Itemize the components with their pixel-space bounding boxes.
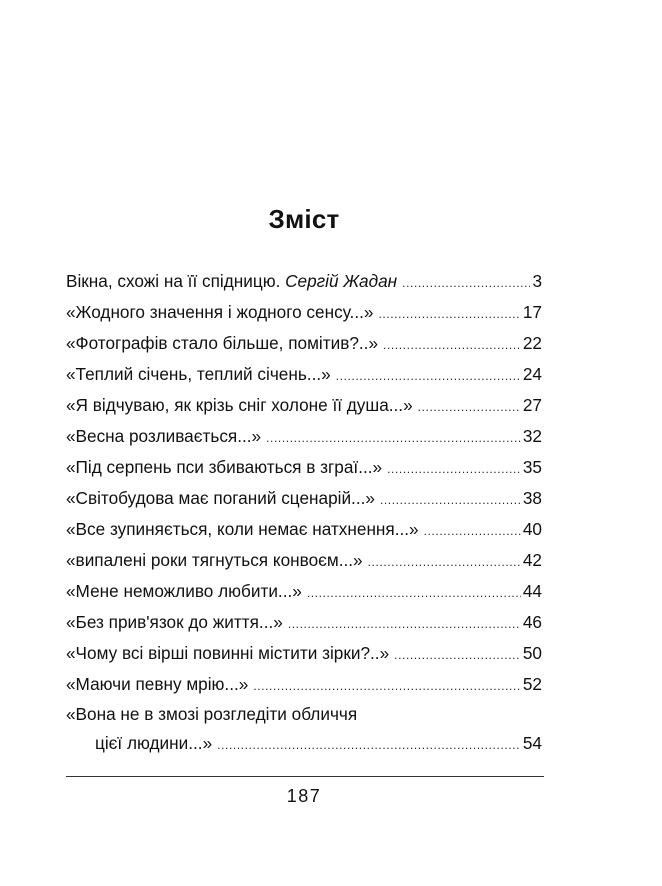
toc-page-number: 54 (522, 733, 542, 753)
toc-entry-title: «Мене неможливо любити...» (66, 581, 302, 601)
toc-entry-title: «Чому всі вірші повинні містити зірки?..» (66, 643, 390, 663)
toc-page-number: 52 (522, 674, 542, 694)
dot-leader (217, 731, 521, 760)
toc-page-number: 32 (522, 426, 542, 446)
toc-entry (66, 328, 542, 359)
dot-leader (383, 330, 521, 361)
toc-entry (66, 545, 542, 576)
toc-entry-title: Вікна, схожі на її спідницю. Сергій Жадан (66, 271, 398, 291)
footer-divider (66, 776, 544, 777)
toc-entry (66, 421, 542, 452)
toc-page-number: 46 (522, 612, 542, 632)
toc-page-number: 44 (522, 581, 542, 601)
dot-leader (253, 671, 521, 702)
toc-page-number: 50 (522, 643, 542, 663)
dot-leader (380, 485, 521, 516)
dot-leader (418, 392, 521, 423)
toc-entry-title: «Фотографів стало більше, помітив?..» (66, 333, 379, 353)
toc-entry (66, 514, 542, 545)
dot-leader (402, 268, 530, 299)
toc-entry-title: «Теплий січень, теплий січень...» (66, 364, 331, 384)
toc-entry (66, 700, 542, 758)
toc-entry (66, 607, 542, 638)
toc-page-number: 24 (522, 364, 542, 384)
dot-leader (394, 640, 521, 671)
toc-entry-title: «Вона не в змозі розгледіти обличчя (66, 704, 358, 724)
page-title: Зміст (268, 204, 340, 234)
toc-entry-title: «випалені роки тягнуться конвоєм...» (66, 550, 363, 570)
toc-entry-title: «Я відчуваю, як крізь сніг холоне її душа...» (66, 395, 413, 415)
toc-entry (66, 359, 542, 390)
toc-page-number: 17 (522, 302, 542, 322)
dot-leader (307, 578, 521, 609)
toc-entry (66, 390, 542, 421)
dot-leader (336, 361, 521, 392)
toc-entry-title: «Все зупиняється, коли немає натхнення...» (66, 519, 419, 539)
toc-entry-title: «Світобудова має поганий сценарій...» (66, 488, 375, 508)
toc-entry-title: «Під серпень пси збиваються в зграї...» (66, 457, 383, 477)
toc-entry (66, 669, 542, 700)
toc-entry-author: Сергій Жадан (285, 271, 398, 291)
toc-entry-title: «Маючи певну мрію...» (66, 674, 249, 694)
toc-entry (66, 638, 542, 669)
toc-entry (66, 576, 542, 607)
toc-page-number: 27 (522, 395, 542, 415)
table-of-contents (66, 266, 542, 758)
toc-page-number: 35 (522, 457, 542, 477)
dot-leader (424, 516, 521, 547)
toc-entry (66, 483, 542, 514)
dot-leader (378, 299, 520, 330)
toc-entry (66, 452, 542, 483)
toc-entry-title: «Без прив'язок до життя...» (66, 612, 283, 632)
toc-entry (66, 297, 542, 328)
toc-page-number: 38 (522, 488, 542, 508)
dot-leader (288, 609, 521, 640)
toc-page-number: 42 (522, 550, 542, 570)
toc-entry-title: «Весна розливається...» (66, 426, 262, 446)
toc-page-number: 22 (522, 333, 542, 353)
toc-entry (66, 266, 542, 297)
toc-entry-line (66, 700, 542, 729)
toc-entry-title-continued: цієї людини...» (95, 733, 213, 753)
folio-page-number: 187 (286, 786, 322, 806)
toc-page-number: 40 (522, 519, 542, 539)
dot-leader (368, 547, 521, 578)
dot-leader (387, 454, 521, 485)
toc-entry-title: «Жодного значення і жодного сенсу...» (66, 302, 374, 322)
dot-leader (266, 423, 521, 454)
toc-page-number: 3 (532, 271, 542, 291)
toc-entry-line (66, 729, 542, 758)
